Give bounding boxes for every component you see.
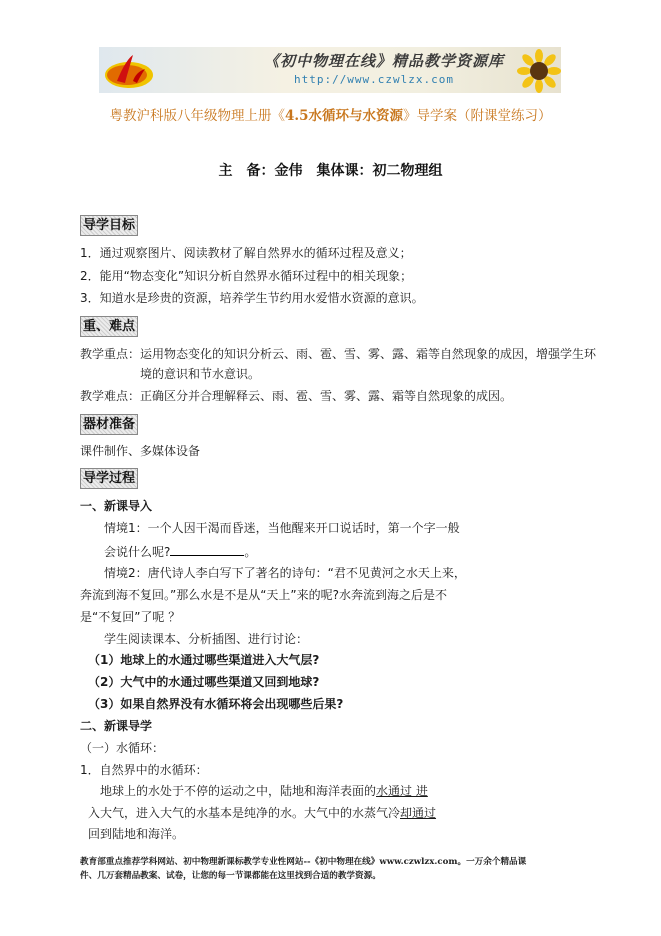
footer-line: 件、几万套精品教案、试卷，让您的每一节课都能在这里找到合适的教学资源。 (80, 871, 381, 881)
scenario2-line: 是“不复回”了呢 ？ (80, 610, 181, 624)
objective-item: 2．能用“物态变化”知识分析自然界水循环过程中的相关现象； (80, 269, 413, 283)
sunflower-icon (517, 49, 561, 93)
objective-item: 1．通过观察图片、阅读教材了解自然界水的循环过程及意义； (80, 246, 412, 260)
objective-item: 3．知道水是珍贵的资源，培养学生节约用水爱惜水资源的意识。 (80, 291, 424, 305)
site-banner (99, 47, 561, 93)
discussion-question: （2）大气中的水通过哪些渠道又回到地球? (88, 675, 320, 689)
subsection-title: （一）水循环： (80, 741, 165, 755)
footer-line: 教育部重点推荐学科网站、初中物理新课标教学专业性网站--《初中物理在线》www.czwlzx.com。一万余个精品课 (80, 857, 527, 867)
discussion-intro: 学生阅读课本、分析插图、进行讨论： (104, 632, 309, 646)
paragraph-line: 地球上的水处于不停的运动之中，陆地和海洋表面的水通过 进 (100, 784, 428, 798)
banner-title: 《初中物理在线》精品教学资源库 (263, 52, 504, 70)
discussion-question: （3）如果自然界没有水循环将会出现哪些后果? (88, 697, 344, 711)
part2-title: 二、新课导学 (80, 719, 153, 733)
part1-title: 一、新课导入 (80, 499, 153, 513)
scenario2-line: 奔流到海不复回。”那么水是不是从“天上”来的呢?水奔流到海之后是不 (80, 588, 448, 602)
site-logo-icon (103, 51, 155, 91)
discussion-question: （1）地球上的水通过哪些渠道进入大气层? (88, 653, 320, 667)
author-line: 主 备：金伟 集体课：初二物理组 (218, 163, 443, 179)
equipment-text: 课件制作、多媒体设备 (80, 444, 201, 458)
banner-url-link[interactable]: http://www.czwlzx.com (293, 73, 455, 86)
teaching-difficulty: 教学难点：正确区分并合理解释云、雨、雹、雪、雾、露、霜等自然现象的成因。 (80, 389, 513, 403)
heading-process: 导学过程 (80, 468, 138, 489)
heading-objectives: 导学目标 (80, 215, 138, 236)
scenario2-line: 情境2：唐代诗人李白写下了著名的诗句：“君不见黄河之水天上来， (104, 566, 466, 580)
item-title: 1．自然界中的水循环： (80, 763, 208, 777)
paragraph-line: 回到陆地和海洋。 (88, 827, 185, 841)
scenario1-line: 情境1：一个人因干渴而昏迷，当他醒来开口说话时，第一个字一般 (104, 521, 460, 535)
teaching-focus: 教学重点：运用物态变化的知识分析云、雨、雹、雪、雾、露、霜等自然现象的成因，增强学生环 (80, 347, 597, 361)
answer-blank (170, 543, 244, 556)
heading-key-points: 重、难点 (80, 316, 138, 337)
scenario1-question: 会说什么呢? 。 (104, 545, 257, 559)
teaching-focus-cont: 境的意识和节水意识。 (140, 367, 261, 381)
document-title: 粤教沪科版八年级物理上册《4.5水循环与水资源》导学案（附课堂练习） (109, 108, 552, 124)
paragraph-line: 入大气，进入大气的水基本是纯净的水。大气中的水蒸气冷却通过 (88, 806, 437, 820)
heading-equipment: 器材准备 (80, 414, 138, 435)
